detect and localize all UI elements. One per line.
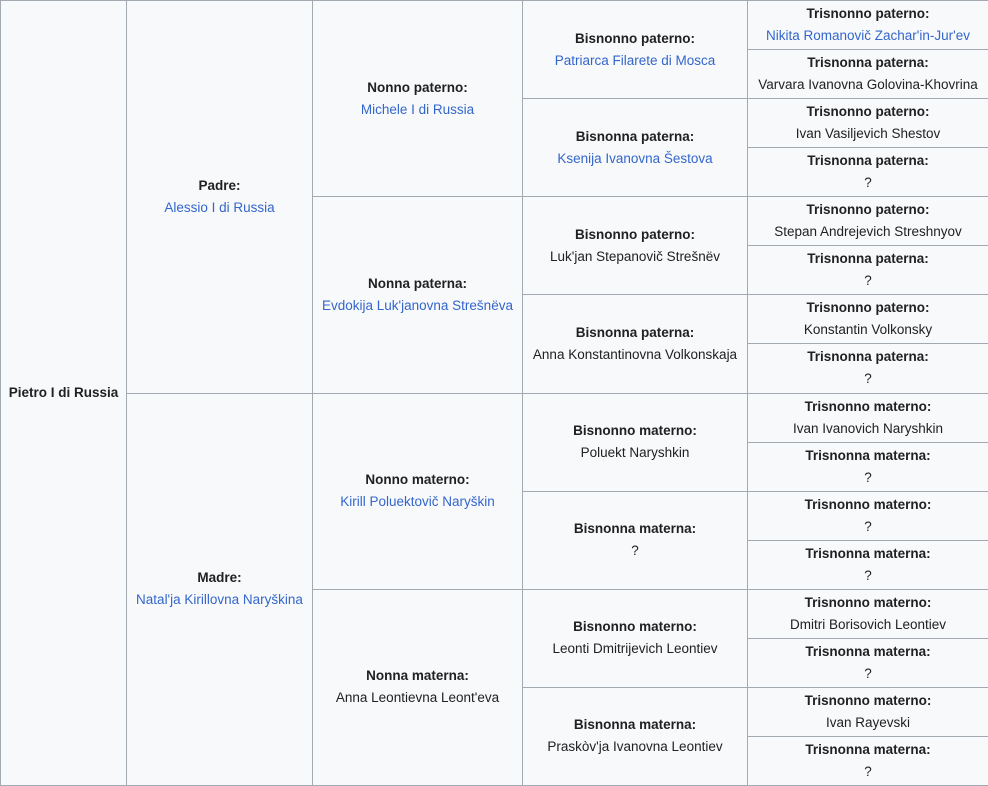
person-name: Dmitri Borisovich Leontiev [752, 614, 984, 636]
person-link[interactable]: Patriarca Filarete di Mosca [527, 50, 743, 72]
person-name: Anna Konstantinovna Volkonskaja [527, 344, 743, 366]
person-link[interactable]: Alessio I di Russia [131, 197, 308, 219]
relation-label: Trisnonna paterna: [752, 52, 984, 74]
great-great-grandparent-cell [748, 246, 988, 295]
relation-label: Bisnonno materno: [527, 616, 743, 638]
relation-label: Trisnonna materna: [752, 641, 984, 663]
great-great-grandparent-cell [748, 295, 988, 344]
great-grandparent-cell [523, 687, 748, 785]
great-grandparent-cell [523, 295, 748, 393]
subject-name: Pietro I di Russia [9, 385, 119, 400]
father-cell [127, 1, 313, 394]
great-great-grandparent-cell [748, 442, 988, 491]
person-name: ? [527, 540, 743, 562]
relation-label: Trisnonno materno: [752, 494, 984, 516]
tree-row [1, 393, 988, 442]
tree-row [1, 1, 988, 50]
relation-label: Trisnonno materno: [752, 690, 984, 712]
relation-label: Nonno materno: [317, 469, 518, 491]
person-link[interactable]: Michele I di Russia [317, 99, 518, 121]
great-great-grandparent-cell [748, 491, 988, 540]
subject-cell [1, 1, 127, 786]
person-name: Luk'jan Stepanovič Strešnëv [527, 246, 743, 268]
relation-label: Trisnonno paterno: [752, 3, 984, 25]
person-name: ? [752, 761, 984, 783]
relation-label: Bisnonna materna: [527, 518, 743, 540]
relation-label: Bisnonna materna: [527, 714, 743, 736]
great-great-grandparent-cell [748, 1, 988, 50]
great-grandparent-cell [523, 589, 748, 687]
great-great-grandparent-cell [748, 99, 988, 148]
grandparent-cell [313, 197, 523, 393]
person-name: Varvara Ivanovna Golovina-Khovrina [752, 74, 984, 96]
grandparent-cell [313, 1, 523, 197]
person-link[interactable]: Nikita Romanovič Zachar'in-Jur'ev [752, 25, 984, 47]
relation-label: Trisnonna paterna: [752, 150, 984, 172]
person-link[interactable]: Evdokija Luk'janovna Strešnëva [317, 295, 518, 317]
person-name: Poluekt Naryshkin [527, 442, 743, 464]
relation-label: Nonna materna: [317, 665, 518, 687]
relation-label: Madre: [131, 567, 308, 589]
great-great-grandparent-cell [748, 148, 988, 197]
person-name: ? [752, 270, 984, 292]
relation-label: Trisnonna materna: [752, 739, 984, 761]
relation-label: Trisnonno materno: [752, 592, 984, 614]
great-great-grandparent-cell [748, 344, 988, 393]
person-name: Leonti Dmitrijevich Leontiev [527, 638, 743, 660]
person-name: ? [752, 663, 984, 685]
person-link[interactable]: Natal'ja Kirillovna Naryškina [131, 589, 308, 611]
relation-label: Bisnonno paterno: [527, 224, 743, 246]
great-great-grandparent-cell [748, 393, 988, 442]
relation-label: Trisnonno paterno: [752, 101, 984, 123]
relation-label: Trisnonno materno: [752, 396, 984, 418]
great-great-grandparent-cell [748, 687, 988, 736]
relation-label: Padre: [131, 175, 308, 197]
relation-label: Trisnonna materna: [752, 543, 984, 565]
great-grandparent-cell [523, 99, 748, 197]
relation-label: Nonno paterno: [317, 77, 518, 99]
person-link[interactable]: Ksenija Ivanovna Šestova [527, 148, 743, 170]
person-name: ? [752, 368, 984, 390]
relation-label: Bisnonna paterna: [527, 126, 743, 148]
relation-label: Nonna paterna: [317, 273, 518, 295]
relation-label: Trisnonna materna: [752, 445, 984, 467]
great-great-grandparent-cell [748, 589, 988, 638]
great-great-grandparent-cell [748, 197, 988, 246]
grandparent-cell [313, 589, 523, 785]
great-great-grandparent-cell [748, 638, 988, 687]
relation-label: Bisnonna paterna: [527, 322, 743, 344]
person-name: Ivan Ivanovich Naryshkin [752, 418, 984, 440]
person-name: Stepan Andrejevich Streshnyov [752, 221, 984, 243]
person-name: Konstantin Volkonsky [752, 319, 984, 341]
person-name: ? [752, 516, 984, 538]
great-grandparent-cell [523, 197, 748, 295]
relation-label: Bisnonno materno: [527, 420, 743, 442]
great-grandparent-cell [523, 491, 748, 589]
relation-label: Trisnonno paterno: [752, 199, 984, 221]
grandparent-cell [313, 393, 523, 589]
great-great-grandparent-cell [748, 736, 988, 785]
person-name: ? [752, 467, 984, 489]
person-name: ? [752, 565, 984, 587]
great-grandparent-cell [523, 1, 748, 99]
person-name: Praskòv'ja Ivanovna Leontiev [527, 736, 743, 758]
person-name: Ivan Vasiljevich Shestov [752, 123, 984, 145]
relation-label: Trisnonna paterna: [752, 248, 984, 270]
person-link[interactable]: Kirill Poluektovič Naryškin [317, 491, 518, 513]
relation-label: Trisnonna paterna: [752, 346, 984, 368]
person-name: ? [752, 172, 984, 194]
person-name: Ivan Rayevski [752, 712, 984, 734]
great-great-grandparent-cell [748, 50, 988, 99]
relation-label: Bisnonno paterno: [527, 28, 743, 50]
relation-label: Trisnonno paterno: [752, 297, 984, 319]
great-grandparent-cell [523, 393, 748, 491]
mother-cell [127, 393, 313, 786]
person-name: Anna Leontievna Leont'eva [317, 687, 518, 709]
great-great-grandparent-cell [748, 540, 988, 589]
